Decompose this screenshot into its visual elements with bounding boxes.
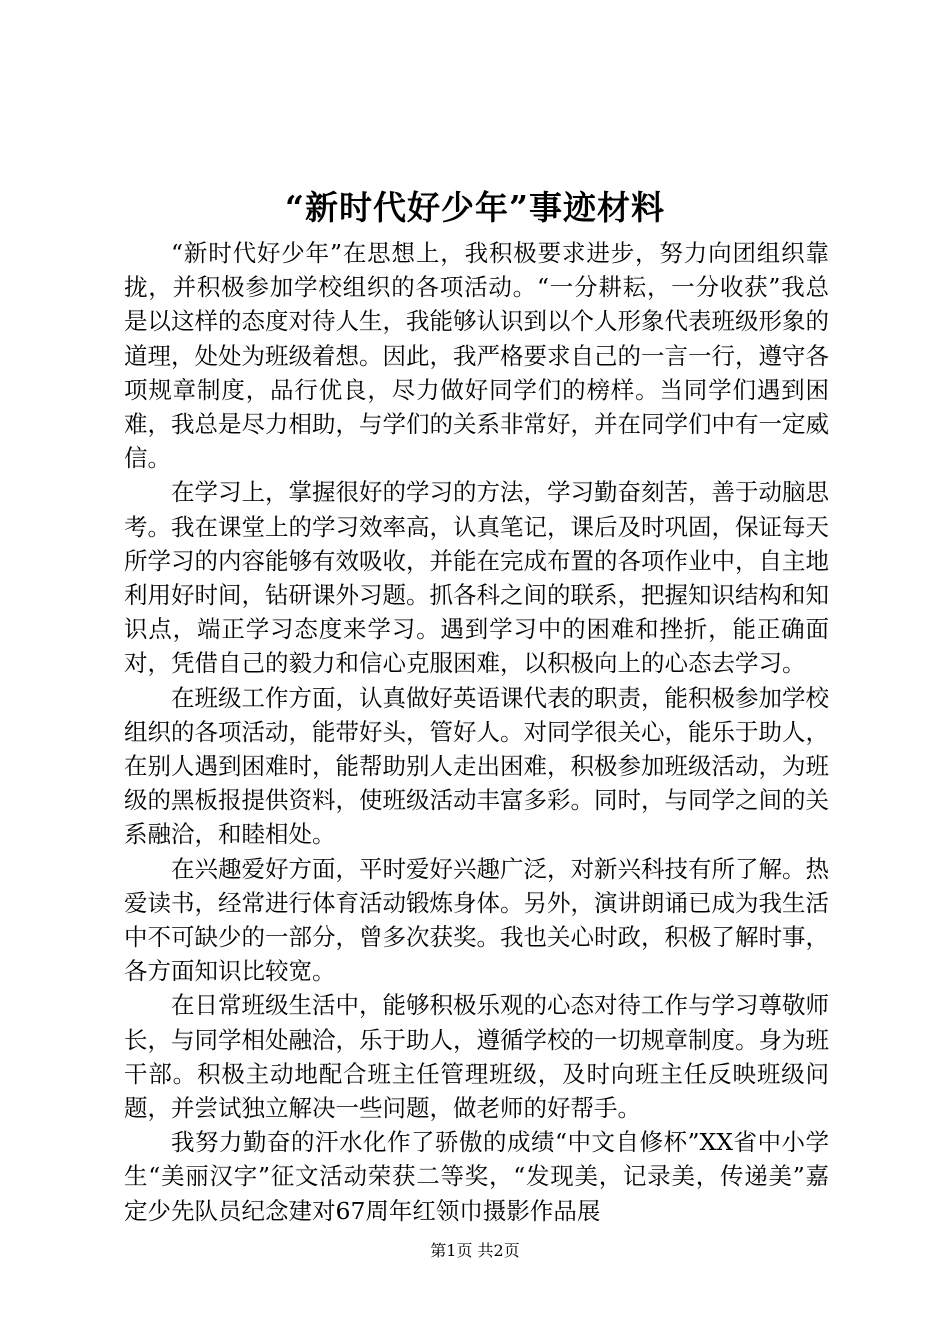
paragraph-5: 在日常班级生活中，能够积极乐观的心态对待工作与学习尊敬师长，与同学相处融洽，乐于助人，遵循学校的一切规章制度。身为班干部。积极主动地配合班主任管理班级，及时向班主任反映班级问题，并尝试独立解决一些问题，做老师的好帮手。 (124, 991, 829, 1123)
paragraph-6: 我努力勤奋的汗水化作了骄傲的成绩“中文自修杯”XX省中小学生“美丽汉字”征文活动荣获二等奖，“发现美，记录美，传递美”嘉定少先队员纪念建对67周年红领巾摄影作品展 (124, 1128, 829, 1225)
document-title: “新时代好少年”事迹材料 (285, 188, 665, 227)
paragraph-3: 在班级工作方面，认真做好英语课代表的职责，能积极参加学校组织的各项活动，能带好头，管好人。对同学很关心，能乐于助人，在别人遇到困难时，能帮助别人走出困难，积极参加班级活动，为班级的黑板报提供资料，使班级活动丰富多彩。同时，与同学之间的关系融洽，和睦相处。 (124, 683, 829, 849)
document-body (124, 236, 829, 1228)
paragraph-1: “新时代好少年”在思想上，我积极要求进步，努力向团组织靠拢，并积极参加学校组织的各项活动。“一分耕耘，一分收获”我总是以这样的态度对待人生，我能够认识到以个人形象代表班级形象的道理，处处为班级着想。因此，我严格要求自己的一言一行，遵守各项规章制度，品行优良，尽力做好同学们的榜样。当同学们遇到困难，我总是尽力相助，与学们的关系非常好，并在同学们中有一定威信。 (124, 239, 829, 473)
page-number-footer: 第1页 共2页 (430, 1241, 520, 1260)
paragraph-4: 在兴趣爱好方面，平时爱好兴趣广泛，对新兴科技有所了解。热爱读书，经常进行体育活动锻炼身体。另外，演讲朗诵已成为我生活中不可缺少的一部分，曾多次获奖。我也关心时政，积极了解时事，各方面知识比较宽。 (124, 854, 829, 986)
paragraph-2: 在学习上，掌握很好的学习的方法，学习勤奋刻苦，善于动脑思考。我在课堂上的学习效率高，认真笔记，课后及时巩固，保证每天所学习的内容能够有效吸收，并能在完成布置的各项作业中，自主地利用好时间，钻研课外习题。抓各科之间的联系，把握知识结构和知识点，端正学习态度来学习。遇到学习中的困难和挫折，能正确面对，凭借自己的毅力和信心克服困难，以积极向上的心态去学习。 (124, 478, 829, 678)
